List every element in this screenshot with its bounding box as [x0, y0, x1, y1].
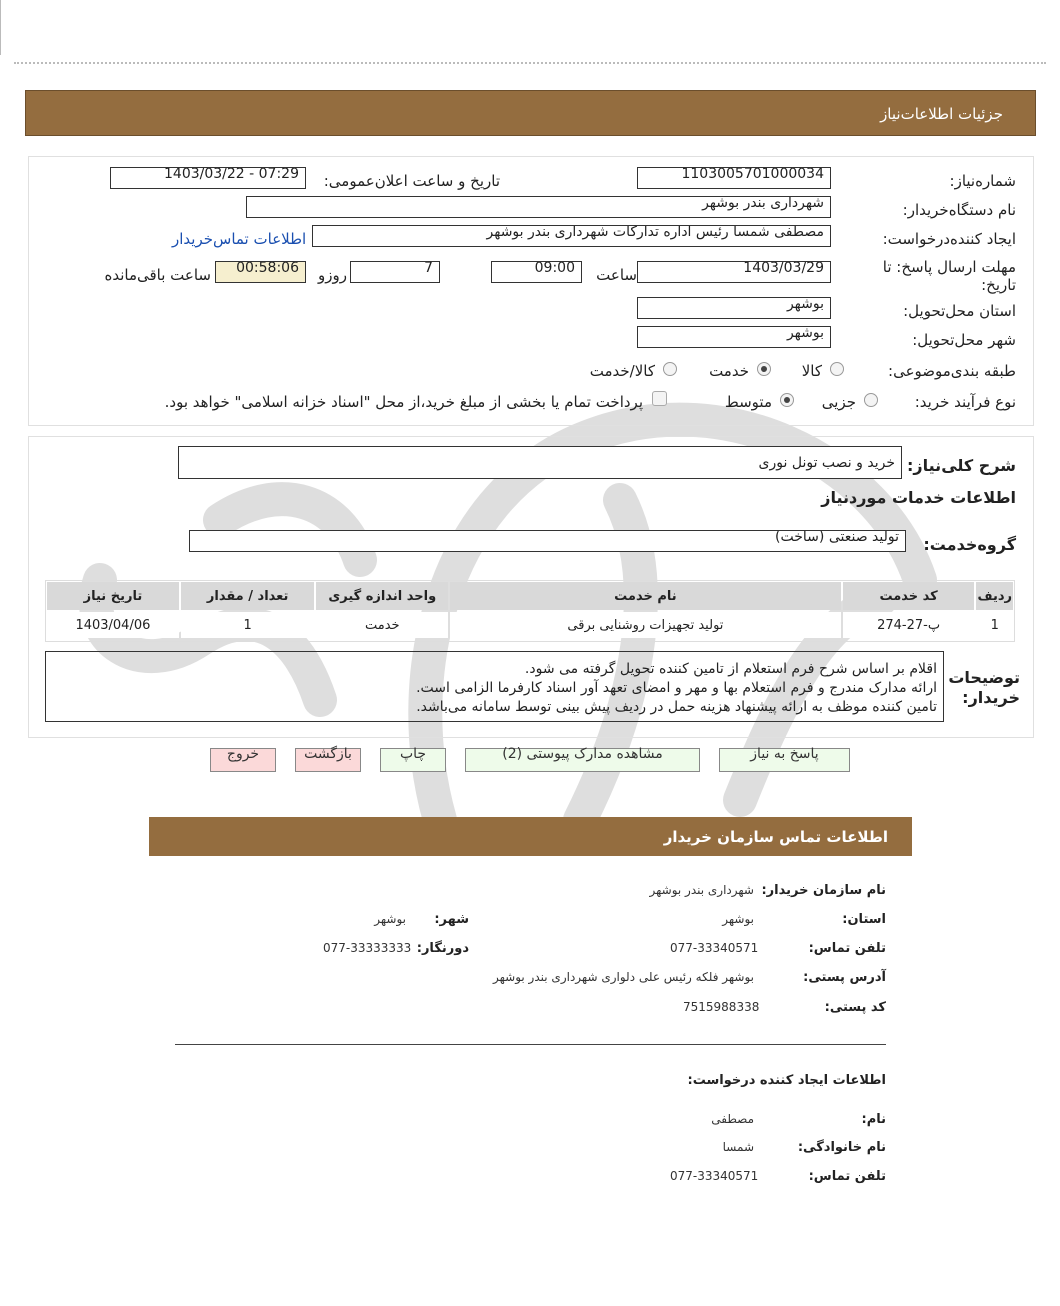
- contact-phone-value: 077-33340571: [670, 941, 759, 955]
- creator-family-value: شمسا: [722, 1140, 754, 1154]
- category-option-goods: کالا: [801, 362, 822, 380]
- category-radio-goods[interactable]: [830, 362, 844, 376]
- buyer-contact-link[interactable]: اطلاعات تماس‌خریدار: [172, 230, 307, 248]
- process-radio-medium[interactable]: [780, 393, 794, 407]
- creator-name-value: مصطفی: [711, 1112, 754, 1126]
- contact-province-label: استان:: [842, 912, 886, 927]
- exit-button[interactable]: خروج: [210, 748, 276, 772]
- deadline-time-label: ساعت: [596, 266, 637, 284]
- contact-fax-value: 077-33333333: [323, 941, 412, 955]
- buyer-notes-label: توضیحات خریدار:: [948, 668, 1020, 707]
- category-radio-service[interactable]: [757, 362, 771, 376]
- province-field: بوشهر: [637, 297, 831, 319]
- buyer-org-label: نام دستگاه‌خریدار:: [902, 201, 1016, 219]
- reply-button[interactable]: پاسخ به نیاز: [719, 748, 850, 772]
- days-label: روزو: [318, 266, 347, 284]
- services-section-title: اطلاعات خدمات موردنیاز: [821, 488, 1016, 507]
- contact-org-value: شهرداری بندر بوشهر: [649, 883, 754, 897]
- service-group-field: تولید صنعتی (ساخت): [189, 530, 906, 552]
- table-row: [47, 612, 1013, 638]
- need-number-field: 1103005701000034: [637, 167, 831, 189]
- col-name: نام خدمت: [450, 582, 841, 610]
- announce-label: تاریخ و ساعت اعلان‌عمومی:: [323, 172, 500, 190]
- col-code: کد خدمت: [843, 582, 975, 610]
- page-title: جزئيات اطلاعات‌نیاز: [880, 105, 1003, 123]
- contact-header: [149, 817, 912, 856]
- services-table-header: [47, 582, 1013, 610]
- services-table: [45, 580, 1015, 640]
- remaining-time-field: 00:58:06: [215, 261, 306, 283]
- city-label: شهر محل‌تحویل:: [912, 331, 1016, 349]
- contact-province-value: بوشهر: [722, 912, 754, 926]
- creator-phone-value: 077-33340571: [670, 1169, 759, 1183]
- description-label: شرح کلی‌نیاز:: [907, 456, 1016, 475]
- category-option-goods-service: کالا/خدمت: [589, 362, 655, 380]
- cell-unit: خدمت: [316, 612, 448, 638]
- cell-date: 1403/04/06: [47, 612, 179, 638]
- buyer-notes-box: [45, 651, 944, 722]
- contact-city-value: بوشهر: [374, 912, 406, 926]
- deadline-time-field: 09:00: [491, 261, 582, 283]
- creator-family-label: نام خانوادگی:: [797, 1140, 886, 1155]
- process-radio-minor[interactable]: [864, 393, 878, 407]
- announce-field: 1403/03/22 - 07:29: [110, 167, 306, 189]
- province-label: استان محل‌تحویل:: [903, 302, 1016, 320]
- note-line-1: اقلام بر اساس شرح فرم استعلام از تامین کننده تحویل گرفته می شود.: [524, 661, 937, 677]
- deadline-label: مهلت ارسال پاسخ: تا تاریخ:: [882, 258, 1016, 294]
- top-divider: [14, 62, 1046, 64]
- cell-qty: 1: [181, 612, 315, 638]
- page-header: [25, 90, 1036, 136]
- category-radio-goods-service[interactable]: [663, 362, 677, 376]
- contact-fax-label: دورنگار:: [416, 941, 469, 956]
- contact-address-value: بوشهر فلکه رئیس علی دلواری شهرداری بندر بوشهر: [493, 970, 754, 984]
- col-date: تاریخ نیاز: [47, 582, 179, 610]
- remaining-label: ساعت باقی‌مانده: [104, 266, 211, 284]
- creator-info-title: اطلاعات ایجاد کننده درخواست:: [687, 1073, 886, 1088]
- cell-row: 1: [976, 612, 1013, 638]
- creator-field: مصطفی شمسا رئیس اداره تدارکات شهرداری بندر بوشهر: [312, 225, 831, 247]
- buyer-org-field: شهرداری بندر بوشهر: [246, 196, 831, 218]
- contact-divider: [175, 1044, 886, 1045]
- back-button[interactable]: بازگشت: [295, 748, 361, 772]
- creator-phone-label: تلفن تماس:: [808, 1169, 886, 1184]
- payment-note: پرداخت تمام یا بخشی از مبلغ خرید،از محل "اسناد خزانه اسلامی" خواهد بود.: [164, 393, 643, 411]
- process-option-medium: متوسط: [724, 393, 772, 411]
- process-label: نوع فرآیند خرید:: [914, 393, 1016, 411]
- need-number-label: شماره‌نیاز:: [949, 172, 1016, 190]
- creator-name-label: نام:: [861, 1112, 886, 1127]
- deadline-date-field: 1403/03/29: [637, 261, 831, 283]
- contact-org-label: نام سازمان خریدار:: [761, 883, 886, 898]
- contact-postal-label: کد پستی:: [824, 1000, 886, 1015]
- contact-city-label: شهر:: [434, 912, 469, 927]
- col-row: ردیف: [976, 582, 1013, 610]
- col-unit: واحد اندازه گیری: [316, 582, 448, 610]
- cell-name: تولید تجهیزات روشنایی برقی: [450, 612, 841, 638]
- note-line-3: تامین کننده موظف به ارائه پیشنهاد هزینه حمل در ردیف پیش بینی توسط سامانه می‌باشد.: [416, 699, 937, 715]
- col-qty: تعداد / مقدار: [181, 582, 315, 610]
- treasury-payment-checkbox[interactable]: [652, 391, 667, 406]
- creator-label: ایجاد کننده‌درخواست:: [882, 230, 1016, 248]
- contact-phone-label: تلفن تماس:: [808, 941, 886, 956]
- contact-address-label: آدرس پستی:: [803, 970, 886, 985]
- city-field: بوشهر: [637, 326, 831, 348]
- process-option-minor: جزیی: [821, 393, 856, 411]
- service-group-label: گروه‌خدمت:: [923, 535, 1016, 554]
- category-label: طبقه بندی‌موضوعی:: [888, 362, 1016, 380]
- note-line-2: ارائه مدارک مندرج و فرم استعلام بها و مهر و امضای تعهد آور اسناد کارفرما الزامی است.: [416, 680, 937, 696]
- print-button[interactable]: چاپ: [380, 748, 446, 772]
- contact-title: اطلاعات تماس سازمان خریدار: [663, 828, 888, 846]
- category-option-service: خدمت: [709, 362, 749, 380]
- left-border: [0, 0, 1, 55]
- contact-postal-value: 7515988338: [683, 1000, 760, 1014]
- days-field: 7: [350, 261, 440, 283]
- description-field: خرید و نصب تونل نوری: [178, 446, 902, 479]
- attachments-button[interactable]: مشاهده مدارک پیوستی (2): [465, 748, 700, 772]
- cell-code: پ-27-274: [843, 612, 975, 638]
